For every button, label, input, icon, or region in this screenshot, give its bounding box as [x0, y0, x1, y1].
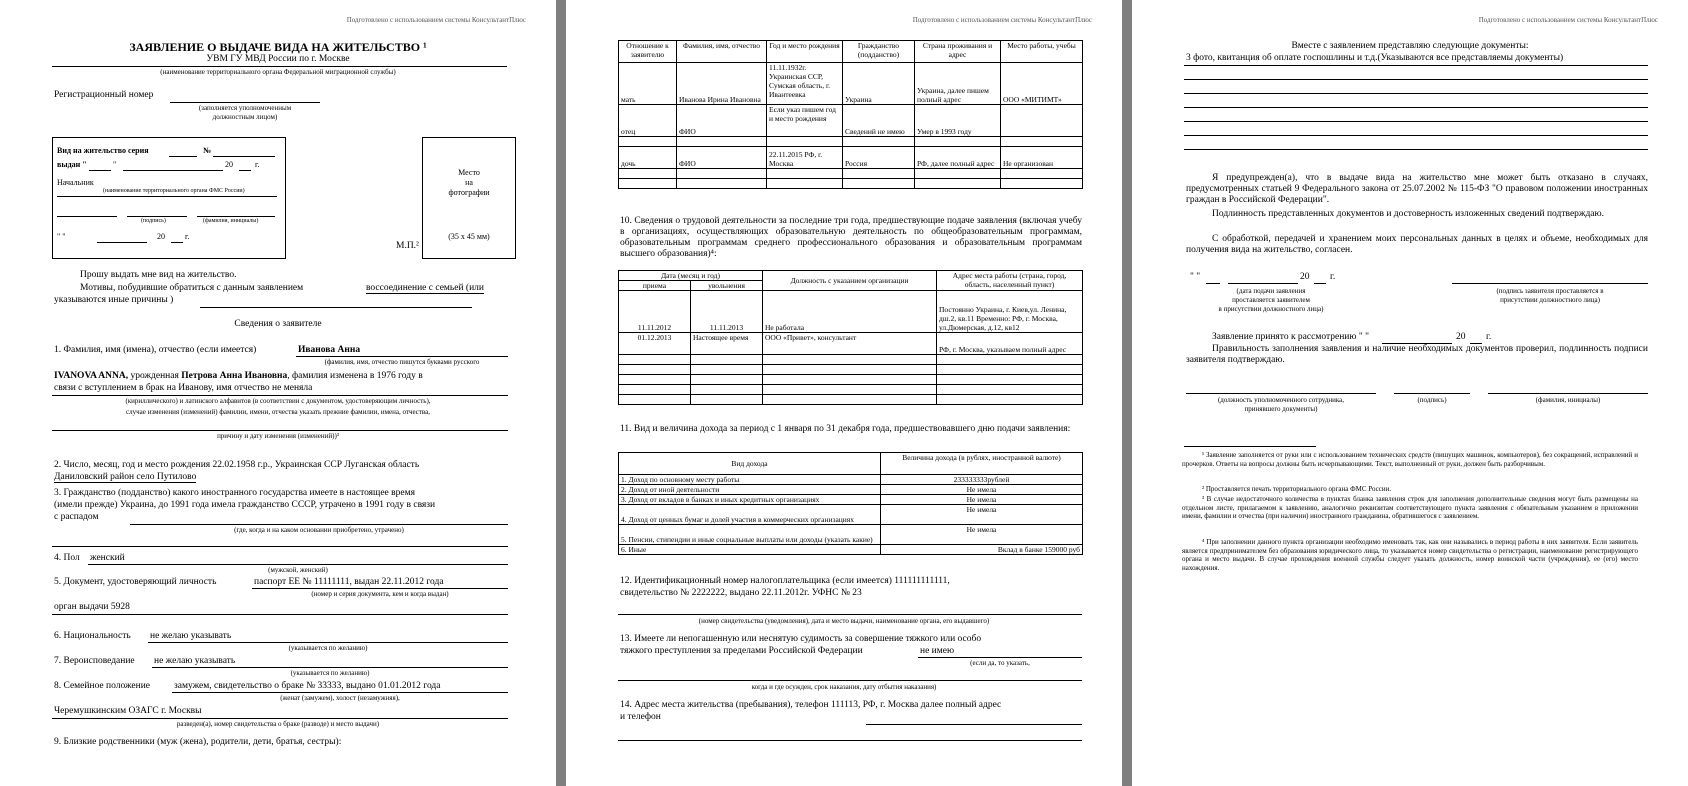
footnote-1: ¹ Заявление заполняется от руки или с использованием технических средств (пишущих машинок, компьютеров), без сокращений, исправлений и прочерков. Ответы на вопросы должны быть исчерпывающими. Текст, выполненный от руки, должен быть разборчивым. — [1182, 451, 1638, 468]
applicant-name: Иванова Анна — [298, 345, 361, 355]
reg-label: Регистрационный номер — [54, 90, 154, 100]
header-note: Подготовлено с использованием системы КонсультантПлюс — [346, 16, 526, 24]
table-row — [619, 179, 1083, 189]
reg-number-field[interactable] — [170, 102, 320, 103]
section11-text: 11. Вид и величина дохода за период с 1 января по 31 декабря года, предшествовавшего дню подачи заявления: — [620, 424, 1071, 434]
footnote-3: ³ В случае недостаточного количества в пунктах бланка заявления строк для заполнения дополнительные сведения могут быть размещены на отдельном листе, прилагаемом к заявлению, аналогично реквизитам соответствующего пункта заявления с обязательным указанием в приложении имени, фамилии и отчества (при наличии) иностранного гражданина, обратившегося с заявлением. — [1182, 495, 1638, 520]
page-1: Подготовлено с использованием системы КонсультантПлюс ЗАЯВЛЕНИЕ О ВЫДАЧЕ ВИДА НА ЖИТЕЛЬСТВО ¹ УВМ ГУ МВД России по г. Москве (наименование территориального органа Федеральной миграционной службы) Регистрационный номер (заполняется уполномоченным должностным лицом) Вид на жительство серия № выдан " " 20 г. Начальник (наименование территориального органа ФМС России) (подпись) (фамилия, инициалы) " " 20 г. М.П.² Место на фотографии (35 х 45 мм) Прошу выдать мне вид на жительство. Мотивы, побудившие обратиться с данным заявлением воссоединение с семьей (или указываются иные причины ) Сведения о заявителе 1. Фамилия, имя (имена), отчество (если имеется) Иванова Анна (фамилия, имя, отчество пишутся буквами русского IVANOVA ANNA, урожденная Петрова Анна Ивановна, фамилия изменена в 1976 году в связи с вступлением в брак на Иванову, имя отчество не менялa (кириллического) и латинского алфавитов (в соответствии с документом, удостоверяющим личность), случае изменения (изменений) фамилии, имени, отчества указать прежние фамилии, имена, отчества, причину и дату изменения (изменений))³ 2. Число, месяц, год и место рождения 22.02.1958 г.р., Украинская ССР Луганская область Даниловский район село Путилово 3. Гражданство (подданство) какого иностранного государства имеете в настоящее время (имели прежде) Украина, до 1991 года имела гражданство СССР, утрачено в 1991 году в связи с распадом (где, когда и на каком основании приобретено, утрачено) 4. Пол женский (мужской, женский) 5. Документ, удостоверяющий личность паспорт ЕЕ № 11111111, выдан 22.11.2012 года (номер и серия документа, кем и когда выдан) орган выдачи 5928 6. Национальность не желаю указывать (указывается по желанию) 7. Вероисповедание не желаю указывать (указывается по желанию) 8. Семейное положение замужем, свидетельство о браке № 33333, выдано 01.01.2012 года (женат (замужем), холост (незамужняя), Черемушкинским ОЗАГС г. Москвы разведен(а), номер свидетельства о браке (разводе) и место выдачи) 9. Близкие родственники (муж (жена), родители, дети, братья, сестры): — [0, 0, 556, 786]
table-row: 1. Доход по основному месту работы 233333333рублей — [619, 475, 1083, 485]
conviction-value: не имею — [920, 646, 955, 656]
page-2: Подготовлено с использованием системы КонсультантПлюс Отношение к заявителю Фамилия, имя, отчество Год и место рождения Гражданство (подданство) Страна проживания и адрес Место работы, учебы мать Иванова Ирина Ивановна 11.11.1932г. Украинская ССР, Сумская область, г. Ивантеевка Украина Украина, далее пишем полный адрес ООО «МИТИМТ» отец ФИО Если указ пишем год и место рождения Сведений не имею Умер в 1993 году дочь ФИО 22.11.2015 РФ, г. Москва Россия РФ, далее полный адрес Не организован 10. Сведения о трудовой деятельности за последние три года, предшествующие подаче заявления (включая учебу в организациях, осуществляющих образовательную деятельность по общеобразовательным программам, образовательным программам среднего профессионального образования и образовательным программам высшего образования)⁴: Дата (месяц и год) Должность с указанием организации Адрес места работы (страна, город, область, населенный пункт) приема увольнения 11.11.2012 11.11.2013 Не работала Постоянно Украина, г. Киев,ул. Ленина, дш.2, кв.11 Временно: РФ, г. Москва, ул.Дюмерская, д.12, кв12 01.12.2013 Настоящее время ООО «Привет», консультант РФ, г. Москва, указываем полный адрес 11. Вид и величина дохода за период с 1 января по 31 декабря года, предшествовавшего дню подачи заявления: Вид дохода Величина дохода (в рублях, иностранной валюте) 1. Доход по основному месту работы 233333333рублей 2. Доход от иной деятельности Не имела 3. Доход от вкладов в банках и иных кредитных организациях Не имела 4. Доход от ценных бумаг и долей участия в коммерческих организациях Не имела 5. Пенсии, стипендии и иные социальные выплаты или доходы (указать какие) Не имела 6. Иные Вклад в банке 159000 руб 12. Идентификационный номер налогоплательщика (если имеется) 111111111111, свидетельство № 2222222, выдано 22.11.2012г. УФНС № 23 (номер свидетельства (уведомления), дата и место выдачи, наименование органа, его выдавшего) 13. Имеете ли непогашенную или неснятую судимость за совершение тяжкого или особо тяжкого преступления за пределами Российской Федерации не имею (если да, то указать, когда и где осужден, срок наказания, дату отбытия наказания) 14. Адрес места жительства (пребывания), телефон 111113, РФ, г. Москва далее полный адрес и телефон — [566, 0, 1122, 786]
authority: УВМ ГУ МВД России по г. Москве — [206, 54, 350, 64]
marital-value: замужем, свидетельство о браке № 33333, выдано 01.01.2012 года — [174, 681, 441, 691]
permit-box: Вид на жительство серия № выдан " " 20 г. Начальник (наименование территориального органа ФМС России) (подпись) (фамилия, инициалы) " " 20 г. — [52, 137, 286, 259]
request-text: Прошу выдать мне вид на жительство. — [80, 270, 237, 280]
motives-value: воссоединение с семьей (или — [366, 283, 485, 293]
applicant-signature-field[interactable] — [1452, 283, 1648, 284]
table-row: дочь ФИО 22.11.2015 РФ, г. Москва Россия РФ, далее полный адрес Не организован — [619, 147, 1083, 169]
footnote-2: ² Проставляется печать территориального органа ФМС России. — [1202, 485, 1392, 493]
page-3: Подготовлено с использованием системы КонсультантПлюс Вместе с заявлением представляю следующие документы: 3 фото, квитанция об оплате госпошлины и т.д.(Указываются все представляемы документы) Я предупрежден(а), что в выдаче вида на жительство мне может быть отказано в случаях, предусмотренных статьей 9 Федерального закона от 25.07.2002 № 115-ФЗ "О правовом положении иностранных граждан в Российской Федерации". Подлинность представленных документов и достоверность изложенных сведений подтверждаю. С обработкой, передачей и хранением моих персональных данных в целях и объеме, необходимых для получения вида на жительство, согласен. " " 20 г. (дата подачи заявления проставляется заявителем в присутствии должностного лица) (подпись заявителя проставляется в присутствии должностного лица) Заявление принято к рассмотрению " " 20 г. Правильность заполнения заявления и наличие необходимых документов проверил, подлинность подписи заявителя подтверждаю. (должность уполномоченного сотрудника, принявшего документы) (подпись) (фамилия, инициалы) ¹ Заявление заполняется от руки или с использованием технических средств (пишущих машинок, компьютеров), без сокращений, исправлений и прочерков. Ответы на вопросы должны быть исчерпывающими. Текст, выполненный от руки, должен быть разборчивым. ² Проставляется печать территориального органа ФМС России. ³ В случае недостаточного количества в пунктах бланка заявления строк для заполнения дополнительные сведения могут быть размещены на отдельном листе, прилагаемом к заявлению, аналогично реквизитам соответствующего пункта заявления с обязательным указанием в приложении имени, фамилии и отчества (при наличии) иностранного гражданина, обратившегося с заявлением. ⁴ При заполнении данного пункта организации необходимо именовать так, как они назывались в период работы в них заявителя. Если заявитель является предпринимателем без образования юридического лица, то указывается номер свидетельства о регистрации, наименование регистрирующего органа и место выдачи. В случае прохождения военной службы следует указать должность, номер воинской части (учреждения), ее (его) место нахождения. — [1132, 0, 1688, 786]
table-row: 5. Пенсии, стипендии и иные социальные выплаты или доходы (указать какие) Не имела — [619, 525, 1083, 545]
birth-field: 2. Число, месяц, год и место рождения 22.02.1958 г.р., Украинская ССР Луганская область — [54, 460, 420, 470]
work-table: Дата (месяц и год) Должность с указанием организации Адрес места работы (страна, город, область, населенный пункт) приема увольнения 11.11.2012 11.11.2013 Не работала Постоянно Украина, г. Киев,ул. Ленина, дш.2, кв.11 Временно: РФ, г. Москва, ул.Дюмерская, д.12, кв12 01.12.2013 Настоящее время ООО «Привет», консультант РФ, г. Москва, указываем полный адрес — [618, 270, 1083, 405]
table-row — [619, 137, 1083, 147]
document-value: паспорт ЕЕ № 11111111, выдан 22.11.2012 года — [254, 577, 444, 587]
religion-value: не желаю указывать — [154, 656, 236, 666]
section-title: Сведения о заявителе — [234, 319, 322, 329]
mp-label: М.П.² — [396, 241, 419, 251]
table-row: 01.12.2013 Настоящее время ООО «Привет», консультант РФ, г. Москва, указываем полный адрес — [619, 333, 1083, 355]
warning-text: Я предупрежден(а), что в выдаче вида на жительство мне может быть отказано в случаях, предусмотренных статьей 9 Федерального закона от 25.07.2002 № 115-ФЗ "О правовом положении иностранных граждан в Российской Федерации". — [1186, 173, 1648, 205]
relatives-table: Отношение к заявителю Фамилия, имя, отчество Год и место рождения Гражданство (подданство) Страна проживания и адрес Место работы, учебы мать Иванова Ирина Ивановна 11.11.1932г. Украинская ССР, Сумская область, г. Ивантеевка Украина Украина, далее пишем полный адрес ООО «МИТИМТ» отец ФИО Если указ пишем год и место рождения Сведений не имею Умер в 1993 году дочь ФИО 22.11.2015 РФ, г. Москва Россия РФ, далее полный адрес Не организован — [618, 40, 1083, 189]
table-row: 6. Иные Вклад в банке 159000 руб — [619, 545, 1083, 555]
section10-text: 10. Сведения о трудовой деятельности за последние три года, предшествующие подаче заявления (включая учебу в организациях, осуществляющих образовательную деятельность по общеобразовательным программам, образовательным программам среднего профессионального образования и образовательным программам высшего образования)⁴: — [620, 216, 1082, 259]
page-title: ЗАЯВЛЕНИЕ О ВЫДАЧЕ ВИДА НА ЖИТЕЛЬСТВО ¹ — [129, 40, 427, 54]
nationality-value: не желаю указывать — [150, 631, 232, 641]
table-row: 4. Доход от ценных бумаг и долей участия в коммерческих организациях Не имела — [619, 505, 1083, 525]
table-row: 3. Доход от вкладов в банках и иных кредитных организациях Не имела — [619, 495, 1083, 505]
income-table: Вид дохода Величина дохода (в рублях, иностранной валюте) 1. Доход по основному месту работы 233333333рублей 2. Доход от иной деятельности Не имела 3. Доход от вкладов в банках и иных кредитных организациях Не имела 4. Доход от ценных бумаг и долей участия в коммерческих организациях Не имела 5. Пенсии, стипендии и иные социальные выплаты или доходы (указать какие) Не имела 6. Иные Вклад в банке 159000 руб — [618, 452, 1083, 555]
table-row: отец ФИО Если указ пишем год и место рождения Сведений не имею Умер в 1993 году — [619, 105, 1083, 137]
table-row: мать Иванова Ирина Ивановна 11.11.1932г. Украинская ССР, Сумская область, г. Ивантеевка Украина Украина, далее пишем полный адрес ООО «МИТИМТ» — [619, 63, 1083, 105]
table-row: 11.11.2012 11.11.2013 Не работала Постоянно Украина, г. Киев,ул. Ленина, дш.2, кв.11 Временно: РФ, г. Москва, ул.Дюмерская, д.12, кв12 — [619, 291, 1083, 333]
footnote-4: ⁴ При заполнении данного пункта организации необходимо именовать так, как они назывались в период работы в них заявителя. Если заявитель является предпринимателем без образования юридического лица, то указывается номер свидетельства о регистрации, наименование регистрирующего органа и место выдачи. В случае прохождения военной службы следует указать должность, номер воинской части (учреждения), ее (его) место нахождения. — [1182, 538, 1638, 572]
photo-box: Место на фотографии (35 х 45 мм) — [422, 137, 516, 259]
gender-value: женский — [90, 553, 125, 563]
table-row: 2. Доход от иной деятельности Не имела — [619, 485, 1083, 495]
docs-title: Вместе с заявлением представляю следующие документы: — [1291, 41, 1529, 51]
authority-note: (наименование территориального органа Федеральной миграционной службы) — [160, 68, 396, 76]
table-row — [619, 169, 1083, 179]
docs-value: 3 фото, квитанция об оплате госпошлины и т.д.(Указываются все представляемы документы) — [1186, 53, 1564, 63]
